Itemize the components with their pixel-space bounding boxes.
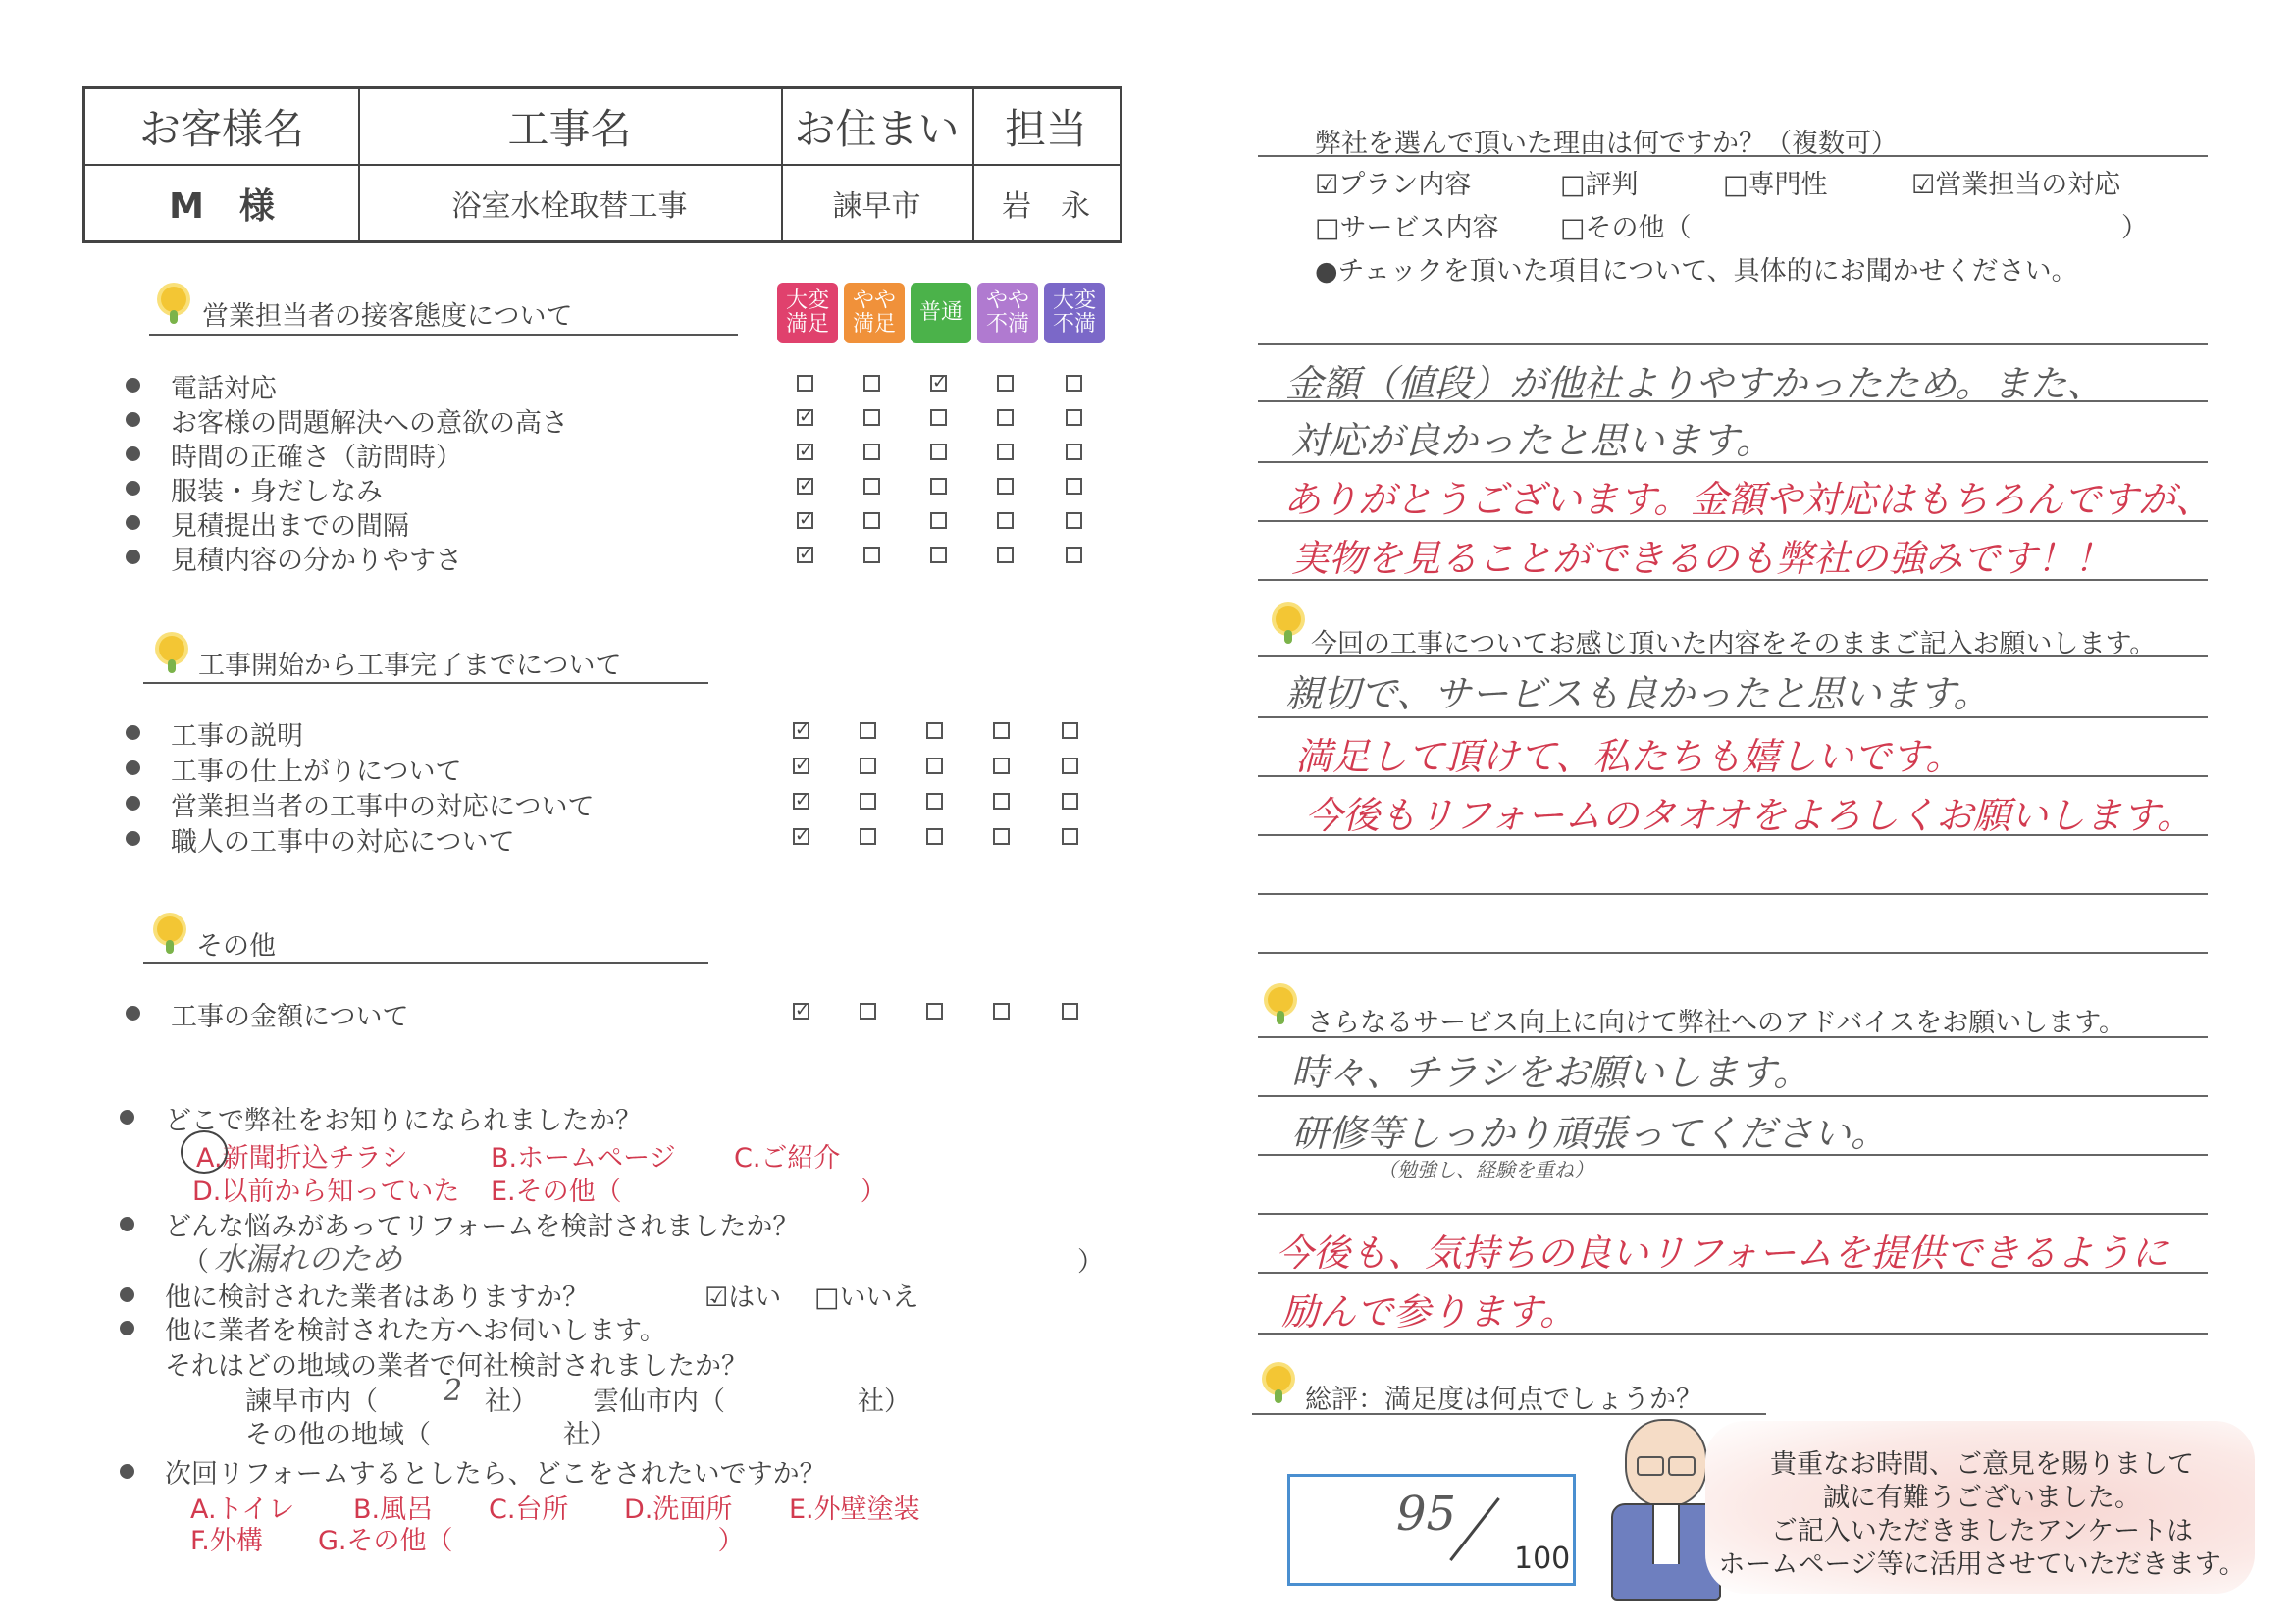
q1-option-b: B.ホームページ xyxy=(491,1143,676,1174)
bullet xyxy=(120,1217,134,1231)
rating-checkbox[interactable] xyxy=(860,722,876,739)
q1-option-e: E.その他（ ） xyxy=(491,1177,887,1207)
bullet xyxy=(126,412,140,427)
rating-item-label: 工事の説明 xyxy=(171,721,303,752)
rating-checkbox[interactable] xyxy=(1066,512,1082,529)
rating-checkbox[interactable] xyxy=(997,444,1014,460)
impression-answer-line1: 親切で、サービスも良かったと思います。 xyxy=(1285,672,1991,715)
thanks-line4: ホームページ等に活用させていただきます。 xyxy=(1718,1549,2246,1580)
rating-checkbox[interactable] xyxy=(863,409,880,426)
bullet xyxy=(126,725,140,740)
rating-checkbox[interactable] xyxy=(863,478,880,495)
rating-checkbox[interactable] xyxy=(863,444,880,460)
rating-checkbox[interactable]: ✓ xyxy=(795,1000,810,1021)
rating-checkbox[interactable] xyxy=(1066,478,1082,495)
advice-answer-note: （勉強し、経験を重ね） xyxy=(1378,1158,1593,1181)
rating-checkbox[interactable] xyxy=(993,722,1010,739)
bullet xyxy=(126,796,140,811)
bullet xyxy=(120,1287,134,1302)
rating-checkbox[interactable] xyxy=(930,478,947,495)
rating-checkbox[interactable] xyxy=(863,512,880,529)
rating-badge: 大変 不満 xyxy=(1044,283,1105,343)
rating-checkbox[interactable] xyxy=(1062,1003,1078,1020)
bullet xyxy=(126,378,140,393)
reason-service: □サービス内容 xyxy=(1315,213,1499,243)
rating-checkbox[interactable] xyxy=(1066,547,1082,563)
advice-answer-line1: 時々、チラシをお願いします。 xyxy=(1291,1051,1810,1094)
staff-value: 岩 永 xyxy=(1002,189,1090,224)
customer-name-value: M 様 xyxy=(169,185,275,227)
reason-reply-line1: ありがとうございます。金額や対応はもちろんですが、 xyxy=(1283,478,2213,521)
flower-icon xyxy=(161,287,186,312)
rating-checkbox[interactable] xyxy=(797,375,813,392)
rule-line xyxy=(1258,893,2208,895)
score-title: 総評：満足度は何点でしょうか？ xyxy=(1305,1385,1702,1415)
bullet xyxy=(120,1321,134,1335)
q1-option-a: A.新聞折込チラシ xyxy=(196,1143,408,1174)
rating-checkbox[interactable] xyxy=(993,1003,1010,1020)
q2-close-paren: ） xyxy=(1077,1247,1104,1278)
rating-item-label: 時間の正確さ（訪問時） xyxy=(171,443,462,473)
rating-item-label: お客様の問題解決への意欲の高さ xyxy=(171,408,568,439)
rating-checkbox[interactable] xyxy=(1062,722,1078,739)
rating-checkbox[interactable]: ✓ xyxy=(799,544,814,564)
bullet xyxy=(126,481,140,496)
q2-open-paren: （ xyxy=(183,1247,209,1278)
flower-icon xyxy=(1266,1366,1291,1391)
reason-expertise: □専門性 xyxy=(1723,170,1828,200)
advice-reply-line1: 今後も、気持ちの良いリフォームを提供できるように xyxy=(1276,1231,2169,1275)
bullet xyxy=(126,831,140,846)
rule-line xyxy=(1258,1036,2208,1038)
flower-icon xyxy=(159,636,184,661)
rating-item-label: 電話対応 xyxy=(171,374,277,404)
rating-checkbox[interactable]: ✓ xyxy=(795,825,810,846)
reason-other-close: ） xyxy=(2121,213,2148,243)
rating-checkbox[interactable] xyxy=(926,758,943,774)
rating-checkbox[interactable]: ✓ xyxy=(795,719,810,740)
rating-item-label: 服装・身だしなみ xyxy=(171,477,383,507)
score-max: 100 xyxy=(1514,1542,1571,1576)
staff-label: 担当 xyxy=(1004,105,1087,153)
rating-checkbox[interactable] xyxy=(930,512,947,529)
customer-name-label: お客様名 xyxy=(138,105,304,153)
rating-checkbox[interactable] xyxy=(1062,758,1078,774)
q1-text: どこで弊社をお知りになられましたか？ xyxy=(165,1106,642,1136)
residence-label: お住まい xyxy=(794,105,960,153)
section2-title: 工事開始から工事完了までについて xyxy=(198,651,622,681)
rating-item-label: 工事の金額について xyxy=(171,1002,409,1032)
rule-line xyxy=(1258,952,2208,954)
q4-subtext: それはどの地域の業者で何社検討されましたか？ xyxy=(165,1351,748,1382)
rating-checkbox[interactable] xyxy=(1066,444,1082,460)
rule-line xyxy=(1258,343,2208,345)
bullet xyxy=(126,515,140,530)
rating-item-label: 営業担当者の工事中の対応について xyxy=(171,792,595,822)
rating-checkbox[interactable] xyxy=(1066,409,1082,426)
q1-option-c: C.ご紹介 xyxy=(734,1143,841,1174)
rating-checkbox[interactable] xyxy=(860,828,876,845)
rating-checkbox[interactable] xyxy=(860,758,876,774)
rating-checkbox[interactable] xyxy=(1062,793,1078,810)
rating-checkbox[interactable] xyxy=(860,793,876,810)
rating-checkbox[interactable] xyxy=(860,1003,876,1020)
rating-checkbox[interactable] xyxy=(930,444,947,460)
rating-badge: 普通 xyxy=(911,283,971,343)
impression-title: 今回の工事についてお感じ頂いた内容をそのままご記入お願いします。 xyxy=(1311,629,2157,659)
rating-checkbox[interactable] xyxy=(926,828,943,845)
rating-checkbox[interactable] xyxy=(1062,828,1078,845)
section1-title: 営業担当者の接客態度について xyxy=(202,301,573,332)
q5-option-c: C.台所 xyxy=(489,1494,569,1525)
residence-value: 諫早市 xyxy=(832,189,921,224)
rule-line xyxy=(1258,155,2208,157)
rating-checkbox[interactable] xyxy=(863,547,880,563)
reason-detail-prompt: ●チェックを頂いた項目について、具体的にお聞かせください。 xyxy=(1315,256,2078,287)
advice-answer-line2: 研修等しっかり頑張ってください。 xyxy=(1291,1112,1889,1155)
rating-item-label: 見積内容の分かりやすさ xyxy=(171,546,462,576)
bullet xyxy=(120,1110,134,1125)
rating-checkbox[interactable] xyxy=(863,375,880,392)
rating-checkbox[interactable]: ✓ xyxy=(799,509,814,530)
bullet xyxy=(120,1464,134,1479)
thanks-line2: 誠に有難うございました。 xyxy=(1823,1483,2141,1513)
rating-checkbox[interactable]: ✓ xyxy=(799,406,814,427)
q4-unzen-label: 雲仙市内（ 社） xyxy=(593,1387,911,1417)
rating-checkbox[interactable] xyxy=(997,547,1014,563)
section3-underline xyxy=(143,962,708,964)
rating-checkbox[interactable]: ✓ xyxy=(795,755,810,775)
section1-underline xyxy=(149,334,738,336)
reason-answer-line1: 金額（値段）が他社よりやすかったため。また、 xyxy=(1285,362,2105,405)
rating-checkbox[interactable] xyxy=(997,409,1014,426)
bullet xyxy=(126,760,140,775)
q5-text: 次回リフォームするとしたら、どこをされたいですか？ xyxy=(165,1459,826,1490)
thanks-message xyxy=(1707,1448,2257,1582)
rating-item-label: 職人の工事中の対応について xyxy=(171,827,515,858)
thanks-line3: ご記入いただきましたアンケートは xyxy=(1770,1516,2194,1546)
rating-checkbox[interactable]: ✓ xyxy=(795,790,810,811)
bullet xyxy=(126,446,140,461)
score-slash xyxy=(1449,1497,1500,1561)
reason-answer-line2: 対応が良かったと思います。 xyxy=(1291,419,1773,462)
rating-checkbox[interactable] xyxy=(993,793,1010,810)
rating-badge: 大変 満足 xyxy=(777,283,838,343)
rating-item-label: 工事の仕上がりについて xyxy=(171,757,462,787)
advice-title: さらなるサービス向上に向けて弊社へのアドバイスをお願いします。 xyxy=(1307,1008,2126,1038)
rule-line xyxy=(1258,655,2208,657)
score-box xyxy=(1287,1474,1576,1586)
reason-sales-response: ☑営業担当の対応 xyxy=(1911,170,2121,200)
q5-option-a: A.トイレ xyxy=(190,1494,295,1525)
rating-badge: やや 不満 xyxy=(977,283,1038,343)
q3-no-option: □いいえ xyxy=(814,1283,919,1313)
impression-reply-line2: 今後もリフォームのタオオをよろしくお願いします。 xyxy=(1305,794,2194,837)
rating-checkbox[interactable] xyxy=(930,547,947,563)
rating-checkbox[interactable] xyxy=(926,722,943,739)
q4-isahaya-count: 2 xyxy=(444,1374,463,1408)
customer-info-table xyxy=(82,86,1122,243)
q4-text: 他に業者を検討された方へお伺いします。 xyxy=(165,1316,666,1346)
q5-option-f: F.外構 xyxy=(190,1526,263,1556)
circle-mark xyxy=(181,1130,228,1174)
flower-icon xyxy=(1268,987,1293,1013)
score-value: 95 xyxy=(1396,1487,1457,1542)
rating-checkbox[interactable] xyxy=(930,409,947,426)
q1-option-d: D.以前から知っていた xyxy=(192,1177,460,1207)
q5-option-d: D.洗面所 xyxy=(624,1494,733,1525)
rating-checkbox[interactable]: ✓ xyxy=(799,441,814,461)
q5-option-e: E.外壁塗装 xyxy=(789,1494,920,1525)
advice-reply-line2: 励んで参ります。 xyxy=(1281,1290,1577,1334)
work-name-label: 工事名 xyxy=(507,105,632,153)
flower-icon xyxy=(157,916,183,942)
bullet xyxy=(126,1006,140,1021)
q4-isahaya-unit: 社） xyxy=(485,1387,538,1417)
section2-underline xyxy=(143,682,708,684)
bullet xyxy=(126,550,140,564)
rating-checkbox[interactable]: ✓ xyxy=(799,475,814,496)
q2-text: どんな悩みがあってリフォームを検討されましたか？ xyxy=(165,1212,800,1242)
reason-plan: ☑プラン内容 xyxy=(1315,170,1472,200)
q4-isahaya-label: 諫早市内（ xyxy=(245,1387,378,1417)
q5-option-b: B.風呂 xyxy=(353,1494,434,1525)
section3-title: その他 xyxy=(196,931,276,962)
q5-option-g: G.その他（ ） xyxy=(318,1526,745,1556)
rating-checkbox[interactable] xyxy=(993,758,1010,774)
rating-checkbox[interactable]: ✓ xyxy=(932,372,948,393)
reason-reply-line2: 実物を見ることができるのも弊社の強みです！！ xyxy=(1291,537,2113,580)
rating-checkbox[interactable] xyxy=(1066,375,1082,392)
rating-checkbox[interactable] xyxy=(926,1003,943,1020)
rating-checkbox[interactable] xyxy=(997,512,1014,529)
rating-checkbox[interactable] xyxy=(997,375,1014,392)
impression-reply-line1: 満足して頂けて、私たちも嬉しいです。 xyxy=(1295,735,1963,778)
q2-answer: 水漏れのため xyxy=(214,1240,403,1278)
rule-line xyxy=(1258,1213,2208,1215)
reason-other: □その他（ xyxy=(1560,213,1692,243)
q3-yes-option: ☑はい xyxy=(704,1283,782,1313)
thanks-line1: 貴重なお時間、ご意見を賜りまして xyxy=(1770,1449,2194,1480)
rating-badge: やや 満足 xyxy=(844,283,905,343)
flower-icon xyxy=(1276,606,1301,632)
work-name-value: 浴室水栓取替工事 xyxy=(451,189,688,224)
reason-reputation: □評判 xyxy=(1560,170,1639,200)
q3-text: 他に検討された業者はありますか？ xyxy=(165,1283,589,1313)
reason-title: 弊社を選んで頂いた理由は何ですか？（複数可） xyxy=(1315,129,1898,159)
rating-checkbox[interactable] xyxy=(926,793,943,810)
q4-other-area: その他の地域（ 社） xyxy=(245,1420,616,1450)
rating-checkbox[interactable] xyxy=(993,828,1010,845)
rating-checkbox[interactable] xyxy=(997,478,1014,495)
rating-item-label: 見積提出までの間隔 xyxy=(171,511,409,542)
